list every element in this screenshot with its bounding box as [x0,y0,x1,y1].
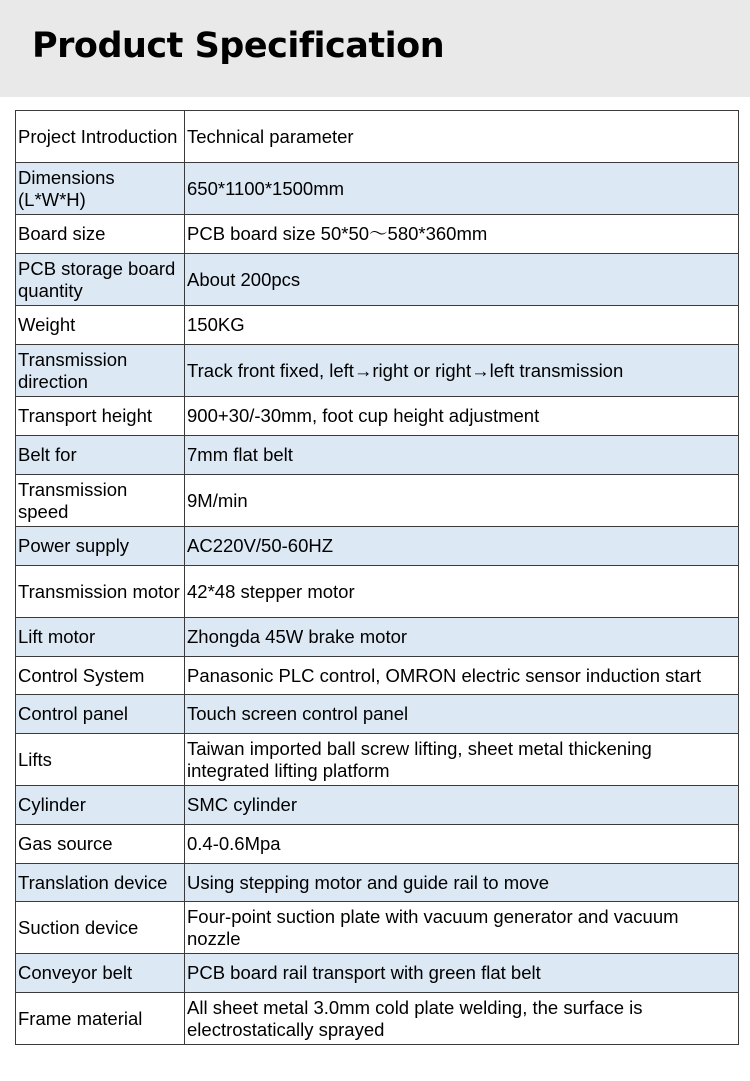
spec-row-suction-device [16,902,739,954]
spec-row-conveyor-belt [16,954,739,993]
spec-row-weight [16,306,739,345]
spec-value: 9M/min [185,475,739,527]
spec-row-cylinder [16,786,739,825]
spec-value: 150KG [185,306,739,345]
page-title: Product Specification [32,26,445,66]
spec-label: Frame material [16,993,185,1045]
spec-label: Power supply [16,527,185,566]
spec-value: Using stepping motor and guide rail to move [185,864,739,902]
spec-row-transmission-speed [16,475,739,527]
spec-value: Touch screen control panel [185,695,739,734]
spec-row-gas-source [16,825,739,864]
spec-value: About 200pcs [185,254,739,306]
spec-label: Translation device [16,864,185,902]
spec-value: AC220V/50-60HZ [185,527,739,566]
spec-label: Gas source [16,825,185,864]
spec-value: 42*48 stepper motor [185,566,739,618]
spec-value: Technical parameter [185,111,739,163]
spec-value: Panasonic PLC control, OMRON electric sensor induction start [185,657,739,695]
spec-row-transport-height [16,397,739,436]
spec-value: PCB board rail transport with green flat belt [185,954,739,993]
spec-label: Control panel [16,695,185,734]
spec-label: Project Introduction [16,111,185,163]
spec-row-project-introduction [16,111,739,163]
spec-value: 0.4-0.6Mpa [185,825,739,864]
spec-value: 900+30/-30mm, foot cup height adjustment [185,397,739,436]
spec-label: Transmission speed [16,475,185,527]
spec-row-power-supply [16,527,739,566]
spec-value: Four-point suction plate with vacuum generator and vacuum nozzle [185,902,739,954]
spec-row-lifts [16,734,739,786]
spec-row-translation-device [16,864,739,902]
spec-label: Transmission direction [16,345,185,397]
spec-label: Conveyor belt [16,954,185,993]
spec-label: Transmission motor [16,566,185,618]
spec-label: Control System [16,657,185,695]
spec-value: All sheet metal 3.0mm cold plate welding, the surface is electrostatically sprayed [185,993,739,1045]
spec-label: Weight [16,306,185,345]
spec-row-frame-material [16,993,739,1045]
spec-value: 7mm flat belt [185,436,739,475]
spec-label: Transport height [16,397,185,436]
spec-row-belt-for [16,436,739,475]
spec-label: Dimensions (L*W*H) [16,163,185,215]
spec-row-dimensions [16,163,739,215]
spec-value: 650*1100*1500mm [185,163,739,215]
spec-row-board-size [16,215,739,254]
spec-row-control-panel [16,695,739,734]
spec-label: PCB storage board quantity [16,254,185,306]
spec-row-control-system [16,657,739,695]
spec-row-lift-motor [16,618,739,657]
spec-value: Zhongda 45W brake motor [185,618,739,657]
page-header [0,0,750,97]
spec-label: Lift motor [16,618,185,657]
spec-value: Taiwan imported ball screw lifting, sheet metal thickening integrated lifting platform [185,734,739,786]
spec-value: SMC cylinder [185,786,739,825]
spec-value: Track front fixed, left→right or right→left transmission [185,345,739,397]
spec-value: PCB board size 50*50～580*360mm [185,215,739,254]
spec-row-transmission-motor [16,566,739,618]
spec-row-transmission-direction [16,345,739,397]
spec-label: Suction device [16,902,185,954]
spec-label: Belt for [16,436,185,475]
spec-row-pcb-storage [16,254,739,306]
spec-label: Cylinder [16,786,185,825]
spec-label: Board size [16,215,185,254]
spec-label: Lifts [16,734,185,786]
spec-table [15,110,739,1045]
